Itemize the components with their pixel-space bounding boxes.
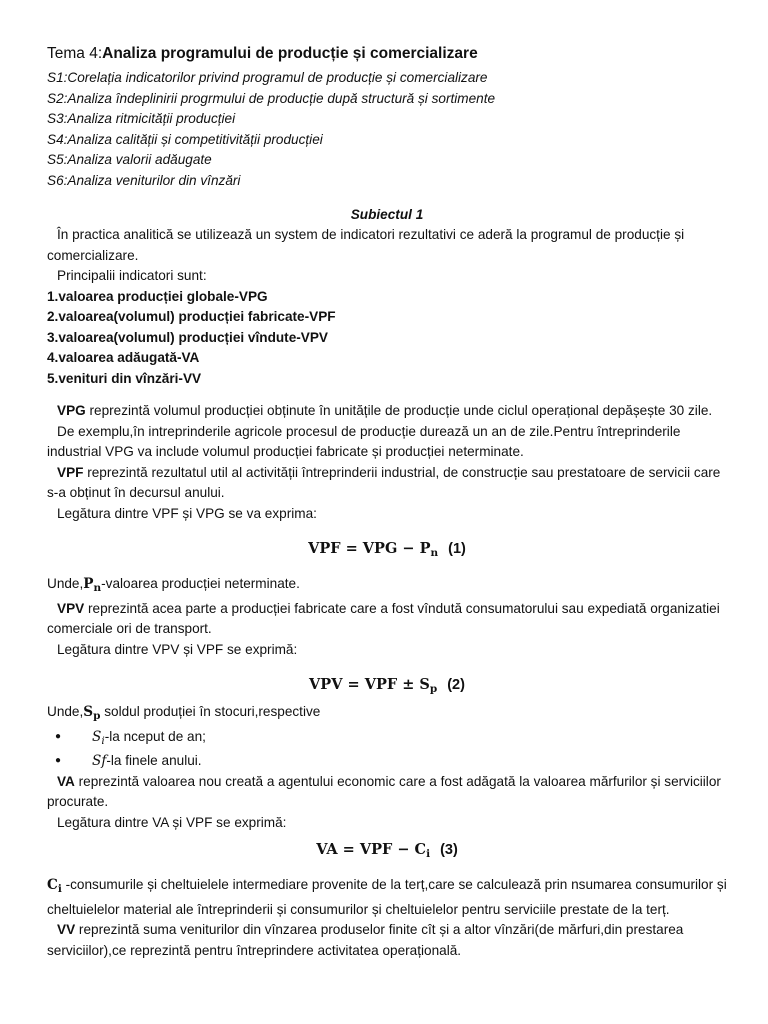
formula-2-subscript: p: [429, 683, 438, 695]
indicators-intro: Principalii indicatori sunt:: [57, 268, 207, 283]
topic-item: S2:Analiza îndeplinirii progrmului de producție după structură și sortimente: [47, 90, 496, 106]
vpv-term: VPV: [57, 600, 85, 616]
title-prefix: Tema 4:: [47, 45, 103, 62]
vv-paragraph: [47, 920, 727, 961]
unde-2-prefix: Unde,: [47, 704, 84, 719]
formula-3: [47, 839, 727, 865]
formula-2-number: (2): [447, 677, 465, 693]
unde-2-symbol: S: [83, 704, 94, 720]
formula-1: [47, 538, 727, 564]
topic-item: S6:Analiza veniturilor din vînzări: [47, 172, 241, 188]
stock-item: [47, 751, 727, 772]
unde-1: [47, 574, 727, 599]
vpv-link: Legătura dintre VPV și VPF se exprimă:: [57, 641, 298, 657]
ci-text: -consumurile și cheltuielele intermediare provenite de la terț,care se calculează prin nsumarea consumurilor și cheltuielelor material ale întreprinderii și consumurilor și cheltuielelor pentru serviciile prestate de la terț.: [47, 877, 727, 917]
unde-2: [47, 702, 727, 727]
indicator-item: 2.valoarea(volumul) producției fabricate-VPF: [47, 309, 336, 324]
ci-subscript: i: [57, 883, 62, 895]
stock-symbol: S: [92, 728, 102, 745]
stock-item: [47, 727, 727, 752]
formula-2: [47, 674, 727, 700]
stock-subscript: i: [101, 734, 105, 747]
title-text: Analiza programului de producție și comercializare: [102, 45, 478, 62]
ci-symbol: C: [47, 877, 58, 893]
vpg-paragraph: [47, 401, 727, 422]
stock-text: -la finele anului.: [106, 753, 202, 768]
vpv-text: reprezintă acea parte a producției fabricate care a fost vîndută consumatorului sau expediată organizatiei comerciale ori de transport.: [47, 600, 720, 636]
unde-1-text: -valoarea producției neterminate.: [101, 576, 300, 591]
vpf-term: VPF: [57, 464, 84, 480]
vpg-text: reprezintă volumul producției obținute în unitățile de producție unde ciclul operațional depășește 30 zile.: [85, 403, 713, 418]
formula-1-number: (1): [448, 541, 466, 557]
topic-item: S1:Corelația indicatorilor privind programul de producție și comercializare: [47, 70, 488, 85]
va-text: reprezintă valoarea nou creată a agentului economic care a fost adăgată la valoarea mărfurilor și serviciilor procurate.: [47, 773, 721, 809]
vv-term: VV: [57, 922, 76, 937]
vpf-paragraph: [47, 463, 727, 504]
unde-2-text: soldul produției în stocuri,respective: [100, 704, 321, 719]
intro-paragraph: În practica analitică se utilizează un system de indicatori rezultativi ce aderă la programul de producție și comercializare.: [47, 227, 685, 263]
formula-1-subscript: n: [430, 547, 439, 559]
topic-item: S5:Analiza valorii adăugate: [47, 152, 212, 167]
vpf-link: Legătura dintre VPF și VPG se va exprima:: [57, 505, 317, 521]
indicator-item: 4.valoarea adăugată-VA: [47, 350, 200, 365]
ci-paragraph: [47, 875, 727, 920]
vpg-term: VPG: [57, 403, 86, 418]
stock-symbol: Sf: [92, 753, 107, 769]
unde-1-subscript: n: [93, 582, 102, 594]
vpf-text: reprezintă rezultatul util al activității întreprinderii industrial, de construcție sau prestatoare de servicii care s-a obținut în decursul anului.: [47, 464, 721, 500]
formula-1-expression: VPF = VPG − P: [308, 540, 431, 557]
va-term: VA: [57, 773, 75, 789]
topic-item: S4:Analiza calității și competitivității producției: [47, 131, 323, 147]
indicator-item: 5.venituri din vînzări-VV: [47, 370, 202, 386]
formula-3-subscript: i: [426, 848, 431, 860]
unde-1-prefix: Unde,: [47, 576, 84, 591]
document-title: [47, 44, 727, 64]
indicator-item: 1.valoarea producției globale-VPG: [47, 288, 268, 304]
formula-2-expression: VPV = VPF ± S: [309, 676, 430, 693]
vpg-example: De exemplu,în intreprinderile agricole procesul de producție durează un an de zile.Pentru întreprinderile industrial VPG va include volumul producției fabricate și producției neterminate.: [47, 423, 681, 459]
section-heading: Subiectul 1: [350, 207, 424, 222]
stock-text: -la nceput de an;: [104, 728, 206, 744]
va-paragraph: [47, 772, 727, 813]
formula-3-number: (3): [440, 842, 458, 858]
unde-1-symbol: P: [83, 576, 94, 592]
vpv-paragraph: [47, 599, 727, 640]
vv-text: reprezintă suma veniturilor din vînzarea produselor finite cît și a altor vînzări(de mărfuri,din prestarea serviciilor),ce reprezintă pentru întreprindere activitatea operațională.: [47, 922, 684, 958]
stocks-list: [47, 727, 727, 772]
topics-list: [47, 68, 727, 191]
formula-3-expression: VA = VPF − C: [316, 841, 427, 858]
indicator-item: 3.valoarea(volumul) producției vîndute-VPV: [47, 329, 328, 345]
unde-2-subscript: p: [93, 710, 101, 722]
indicators-list: [47, 287, 727, 390]
va-link: Legătura dintre VA și VPF se exprimă:: [57, 814, 287, 830]
topic-item: S3:Analiza ritmicității producției: [47, 111, 236, 126]
document-page: [47, 44, 727, 961]
